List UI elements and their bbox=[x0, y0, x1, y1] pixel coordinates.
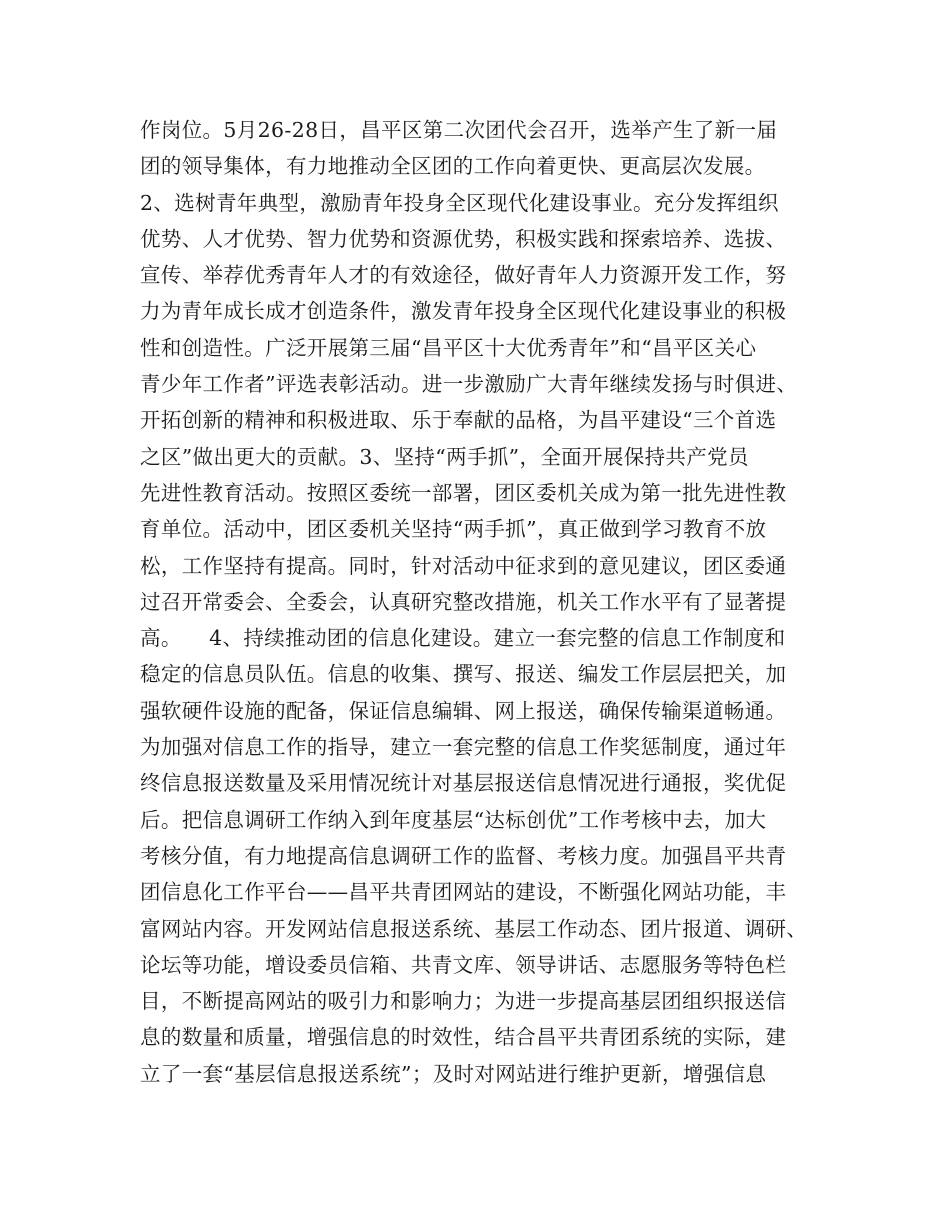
text-line: 宣传、举荐优秀青年人才的有效途径，做好青年人力资源开发工作，努 bbox=[140, 263, 787, 288]
text-line: 之区”做出更大的贡献。3、坚持“两手抓”，全面开展保持共产党员 bbox=[140, 444, 749, 469]
text-line: 2、选树青年典型，激励青年投身全区现代化建设事业。充分发挥组织 bbox=[140, 190, 779, 215]
text-line: 富网站内容。开发网站信息报送系统、基层工作动态、团片报道、调研、 bbox=[140, 916, 808, 941]
text-line: 息的数量和质量，增强信息的时效性，结合昌平共青团系统的实际，建 bbox=[140, 1025, 787, 1050]
text-line: 稳定的信息员队伍。信息的收集、撰写、报送、编发工作层层把关，加 bbox=[140, 662, 787, 687]
text-line: 考核分值，有力地提高信息调研工作的监督、考核力度。加强昌平共青 bbox=[140, 843, 787, 868]
text-line: 立了一套“基层信息报送系统”；及时对网站进行维护更新，增强信息 bbox=[140, 1061, 767, 1086]
text-line: 先进性教育活动。按照区委统一部署，团区委机关成为第一批先进性教 bbox=[140, 480, 787, 505]
text-line: 育单位。活动中，团区委机关坚持“两手抓”，真正做到学习教育不放 bbox=[140, 517, 767, 542]
text-line: 目，不断提高网站的吸引力和影响力；为进一步提高基层团组织报送信 bbox=[140, 989, 787, 1014]
text-line: 作岗位。5月26-28日，昌平区第二次团代会召开，选举产生了新一届 bbox=[140, 118, 778, 142]
body-text bbox=[140, 112, 830, 1092]
text-line: 过召开常委会、全委会，认真研究整改措施，机关工作水平有了显著提 bbox=[140, 589, 787, 614]
text-line: 高。 4、持续推动团的信息化建设。建立一套完整的信息工作制度和 bbox=[140, 626, 786, 651]
text-line: 青少年工作者”评选表彰活动。进一步激励广大青年继续发扬与时俱进、 bbox=[140, 372, 798, 397]
text-line: 团的领导集体，有力地推动全区团的工作向着更快、更高层次发展。 bbox=[140, 154, 766, 179]
text-line: 优势、人才优势、智力优势和资源优势，积极实践和探索培养、选拔、 bbox=[140, 226, 787, 251]
text-line: 性和创造性。广泛开展第三届“昌平区十大优秀青年”和“昌平区关心 bbox=[140, 335, 757, 360]
text-line: 团信息化工作平台——昌平共青团网站的建设，不断强化网站功能，丰 bbox=[140, 880, 787, 905]
text-line: 力为青年成长成才创造条件，激发青年投身全区现代化建设事业的积极 bbox=[140, 299, 787, 324]
text-line: 强软硬件设施的配备，保证信息编辑、网上报送，确保传输渠道畅通。 bbox=[140, 698, 787, 723]
text-line: 松，工作坚持有提高。同时，针对活动中征求到的意见建议，团区委通 bbox=[140, 553, 787, 578]
text-line: 后。把信息调研工作纳入到年度基层“达标创优”工作考核中去，加大 bbox=[140, 807, 767, 832]
text-line: 开拓创新的精神和积极进取、乐于奉献的品格，为昌平建设“三个首选 bbox=[140, 408, 777, 433]
text-line: 为加强对信息工作的指导，建立一套完整的信息工作奖惩制度，通过年 bbox=[140, 735, 787, 760]
text-line: 终信息报送数量及采用情况统计对基层报送信息情况进行通报，奖优促 bbox=[140, 771, 787, 796]
text-line: 论坛等功能，增设委员信箱、共青文库、领导讲话、志愿服务等特色栏 bbox=[140, 952, 787, 977]
